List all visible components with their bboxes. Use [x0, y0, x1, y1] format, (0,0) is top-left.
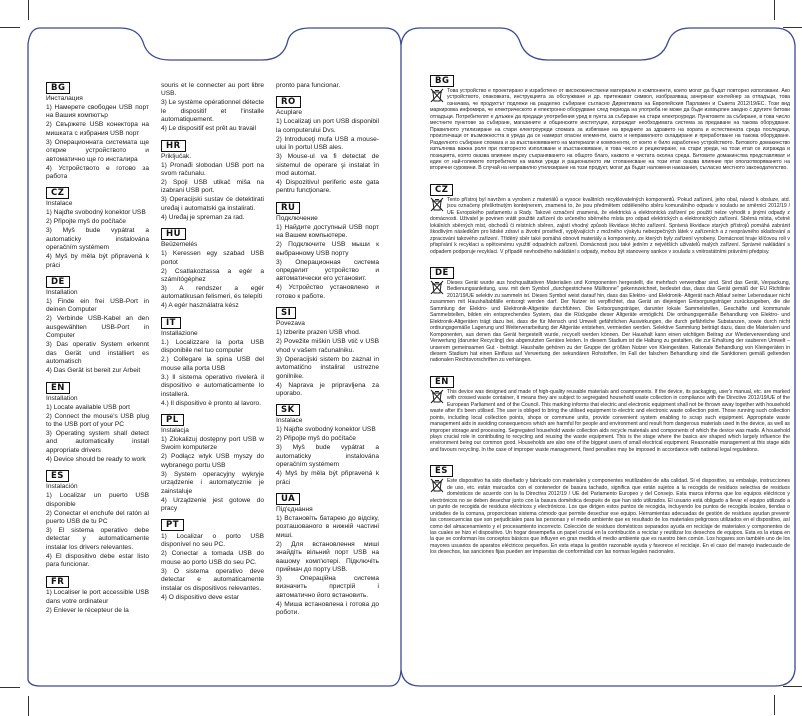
- language-badge-cz: CZ: [46, 187, 69, 199]
- language-badge-es: ES: [46, 470, 69, 482]
- step-text: 4) Myš by měla být připravená k práci: [46, 253, 149, 269]
- disposal-section-de: [430, 261, 790, 364]
- step-text: 4) Устройството е готово за работа: [46, 164, 149, 181]
- language-badge-it: IT: [161, 317, 181, 329]
- step-text: 2) Csatlakoztassa a egér a számítógéphez: [161, 267, 264, 284]
- section-heading: Beüzemelés: [161, 241, 198, 249]
- crossed-bin-icon: [430, 280, 444, 295]
- language-badge-fr: FR: [46, 576, 69, 588]
- step-text: 2) Připojte myš do počítače: [46, 218, 126, 226]
- step-text: 2.) Collegare la spina USB del mouse alla porta USB: [161, 356, 264, 372]
- crop-mark-top-left-vertical: [28, 0, 29, 20]
- step-text: 1) Izberite prazen USB vhod.: [276, 329, 361, 337]
- step-text: 3) Operacijski sustav će detektirati uređaj i automatski ga instalirati.: [161, 196, 264, 212]
- crop-mark-top-right-vertical: [774, 0, 775, 20]
- step-text: 2) Introduceţi mufa USB a mouse-ului în portul USB ales.: [276, 135, 379, 152]
- step-text: 3) Операционната системата ще открие устройството и автоматично ще го инсталира: [46, 138, 149, 163]
- section-en: [46, 376, 149, 465]
- step-text: 4) Urządzenie jest gotowe do pracy: [161, 496, 264, 512]
- step-text: 1) Найдите доступный USB порт на Вашем компьютере.: [276, 223, 379, 240]
- step-text: 2) Подключите USB мыши к выбранному USB порту: [276, 241, 379, 257]
- crop-mark-bottom-left-vertical: [28, 696, 29, 716]
- section-sk: [276, 398, 379, 487]
- step-text: 2) Podłącz wtyk USB myszy do wybranego portu USB: [161, 453, 264, 469]
- disposal-text: Tento přístroj byl navržen a vyroben z materiálů a vysoce kvalitních recyklovatelných komponentů. Pokud zařízení, jeho obal, návod k obsluze, atd. jsou označeny přeškrtnutým kontejnerem, znamená to, že jsou předmětem odděleného sběru komunálního odpadu v souladu se směrnicí 2012/19 / UE Evropského parlamentu a Rady. Takové označení znamená, že elektrická a elektronická zařízení po použití nelze vyhodit s jinými odpady z domácnosti. Uživatel je povinen vrátit použité zařízení do určeného sběrného místa pro odpad elektrických a elektronických zařízení. Sběrná místa, včetně lokálních sběrných míst, obchodů či místních sběren, zajistí vhodný způsob likvidace těchto zařízení. Správná likvidace starých přístrojů pomáhá zabránit škodlivým následkům pro lidské zdraví a životní prostředí, vyplývajících z možného výskytu nebezpečných látek v zařízeních a z nesprávného skladování a zpracování takového zařízení. Tříděný sběr také pomáhá obnovit materiály a komponenty, ze kterých byly zařízení vyrobeny. Domácnost hraje klíčovou roli v přispívání k recyklaci a opětovnému využití odpadních zařízení. Domácnosti jsou také jedním z největších uživatelů malých zařízení. Správné nakládání s odpadem podporuje recyklaci. V případě nevhodného nakládání s odpady, mohou být stanoveny sankce v souladu s vnitrostátními právními předpisy.: [430, 196, 790, 255]
- section-bg: [46, 82, 149, 181]
- language-badge-de: DE: [46, 276, 70, 288]
- step-text: 4) A egér használatra kész: [161, 302, 239, 310]
- step-text: pronto para funcionar.: [276, 82, 341, 89]
- step-text: 2) Povežite miškin USB vtič v USB vhod v vašem računalniku.: [276, 338, 379, 354]
- step-text: 3) Mouse-ul va fi detectat de sistemul de operare şi instalat în mod automat.: [276, 153, 379, 178]
- language-badge-ru: RU: [276, 202, 300, 214]
- step-text: 1) Localiser le port accessible USB dans votre ordinateur: [46, 589, 149, 605]
- section-pt: [161, 513, 264, 602]
- instructions-column-3: [276, 82, 379, 618]
- disposal-section-bg: [430, 70, 790, 172]
- disposal-text: Това устройство е проектирано и изработено от висококачествени материали и компоненти, които могат да бъдат повторно използвани. Ако устройството, опаковката, инструкцията за обслужване и др. притежават символ, изобразяващ зачеркнат контейнер за отпадъци, това означава, че продуктът подлежи на разделно събиране съгласно Директивата на Европейския Парламен и Съвета 2012/19/ЕС. Този вид маркировка инфомира, че електрическото и електронно оборудване след периода на употреба не може да бъде изхвърлен заедно с другите битови отпадъци. Потребителят е длъжен да предади употребения уред в пунтa за събиране на стари електроуреди. Пунктовете за събиране, в това число местните пунктове за събиране, магазините и общинските институции, изграждат необходимата система за предаване на такова оборудване. Правилното утилизиране на стари електроуреди спомага за избягване на вредните за здравето на хората и естествената среда последици, произтичащи от възможността в уреда да се намират опасни елементи, както и неправилното складиране и преработване на такова оборудване. Разделното събиране спомага и за възстановяването на материали и компоненти, от които е било изработено устройството. Битовото домакинство изпълнява важна роля при повторното използване и възстановяване, в това число и рециклиране, на стари уреди, на този етап се изгражда и позицията, която оказва влияние върху съхраняването на общото благо, каквото е чистата околна среда. Битовите домакинства представляват и един от най-големите потребители на малки уреди и рационалното им стопанисване на този етап оказва влияние при оползотворяването на вторични суровини. В случай на неправилно утилизиране на този продукт, могат да бъдат наложени наказания, съгласно местното законодателство.: [430, 88, 790, 172]
- step-text: 2) Conectar el enchufe del ratón al puerto USB de tu PC: [46, 509, 149, 525]
- step-text: 3) A rendszer a egér automatikusan felismeri, és telepíti: [161, 285, 264, 301]
- section-heading: Instalace: [276, 417, 303, 425]
- step-text: 1) Zlokalizuj dostępny port USB w Swoim komputerze: [161, 435, 264, 452]
- step-text: 2) Spoji USB utikač miša na izabrani USB port.: [161, 179, 264, 195]
- step-text: 3) Myš bude vypátrat a automaticky instalována operačním systémem: [276, 444, 379, 469]
- section-heading: Подключение: [276, 214, 318, 222]
- crop-mark-bottom-right-horizontal: [783, 686, 802, 687]
- section-pl: [161, 408, 264, 513]
- section-heading: Instalacja: [161, 426, 189, 434]
- disposal-text: Dieses Gerät wurde aus hochqualitativen Materialien und Komponenten hergestellt, die mehrfach verwendbar sind. Sind das Gerät, Verpackung, Bedienungsanleitung, usw. mit dem Symbol „durchgestrichene Mülltonne" gekennzeichnet, bedeutet das, dass das Gerät gemäß der EU Richtlinie 2012/19/UE selektiv zu sammeln ist. Dieses Symbol weist darauf hin, dass das Elektro- und Elektronik- Altgerät nach Ablauf seiner Lebensdauer nicht zusammen mit Haushaltabfälle entsorgt werden darf. Der Nutzer ist verpflichtet, das Gerät an diejenigen Entsorgungsträger zurückzugeben, die die Sammlung der Elektro- und Elektronik-Altgeräte durchführen. Die Entsorgungsträger, darunter lokale Sammelstellen, Geschäfte und kommunale Sammelstellen, bilden ein entsprechendes System, das die Rückgabe dieser Altgeräte ermöglicht. Die ordnungsgemäße Behandlung von Elektro- und Elektronik-Altgeräten trägt dazu bei, dass die für Mensch und Umwelt gefährlichen Auswirkungen, die durch gefährliche Substanzen, sowie durch nicht ordnungsgemäße Lagerung und Weiterverarbeitung der Altgeräte entstehen, vermieden werden. Selektive Sammlung beiträgt dazu, dass die Materialen und Komponenten, aus denen das Gerät hergestellt wurde, recycelt werden können. Der Haushalt kann einen wichtigen Beitrag zur Wiederverwendung und Verwertung (darunter Recycling) des abgenutzten Gerätes leisten. In diesem Stadium ist die Haltung zu gestalten, die zur Erhaltung der sauberen Umwelt – unserem gemeinsamen Gut - beiträgt. Haushalte gehören zu der Gruppe der größten Nutzer von Kleingeräten. Rationale Behandlung von Kleingeräten in diesem Stadium hat einen Einfluss auf Verwertung der sekundären Rohstoffen. Im Fall der falschen Behandlung sind die Sanktionen gemäß geltenden nationalen Rechtsvorschriften zu verhängen.: [430, 279, 790, 364]
- step-text: 3.) Il sistema operativo rivelerà il dispositivo e automaticamente lo installerà.: [161, 373, 264, 398]
- section-ru: [276, 196, 379, 301]
- section-heading: Під'єднання: [276, 505, 313, 513]
- section-hu: [161, 222, 264, 311]
- step-text: 2) Enlever le récepteur de la: [46, 606, 129, 614]
- step-text: 3) Das operativ System erkennt das Gerät und installiert es automatisch: [46, 341, 149, 366]
- step-text: 1) Встановіть батарею до відсіку, розташованого в нижній частині миші.: [276, 514, 379, 539]
- crossed-bin-icon: [430, 88, 444, 103]
- step-text: 2) Conectar a tomada USB do mouse ao porto USB do seu PC.: [161, 550, 264, 566]
- step-text: 4) Uređaj je spreman za rad.: [161, 213, 245, 221]
- language-badge-bg: BG: [46, 82, 70, 94]
- language-badge-pt: PT: [161, 519, 184, 531]
- step-text: 3) O sistema operativo deve detectar e automaticamente instalar os dispositivos relevantes.: [161, 567, 264, 592]
- crossed-bin-icon: [430, 389, 444, 404]
- language-badge-es: ES: [430, 465, 453, 477]
- section-ua: [276, 487, 379, 618]
- section-cz: [46, 181, 149, 270]
- step-text: 1) Najďte svobodný konektor USB: [46, 209, 146, 217]
- step-text: 1) Localizar un puerto USB disponible: [46, 492, 149, 508]
- section-de: [46, 270, 149, 375]
- step-text: 2) Connect the mouse's USB plug to the USB port of your PC: [46, 412, 149, 428]
- step-text: 3) Le système opérationnel détecte le dispositif et l'installe automatiquement.: [161, 99, 264, 124]
- step-text: 1) Намерете свободен USB порт на Вашия компютър: [46, 104, 149, 120]
- language-badge-en: EN: [430, 376, 454, 388]
- step-text: 4) Device should be ready to work: [46, 455, 146, 463]
- section-heading: Acuplare: [276, 109, 303, 117]
- step-text: 1) Locate available USB port: [46, 403, 130, 411]
- section-heading: Instalace: [46, 200, 73, 208]
- section-pt-continued: [276, 82, 379, 90]
- step-text: souris et le connecter au port libre USB.: [161, 82, 264, 98]
- step-text: 4) El dispositivo debe estar listo para funcionar.: [46, 552, 149, 569]
- section-it: [161, 311, 264, 408]
- step-text: 2) Свържете USB конектора на мишката с избрания USB порт: [46, 121, 149, 137]
- disposal-section-es: [430, 459, 790, 555]
- crop-mark-top-right-horizontal: [783, 27, 802, 28]
- crop-mark-top-left-horizontal: [0, 27, 20, 28]
- language-badge-pl: PL: [161, 414, 184, 426]
- installation-panel: [28, 60, 403, 660]
- language-badge-hu: HU: [161, 228, 186, 240]
- section-si: [276, 301, 379, 398]
- disposal-text: Este dispositivo ha sido diseñado y fabricado con materiales y componentes reutilizables de alta calidad. Si el dispositivo, su embalaje, instrucciones de uso, etc. están marcados con el contenedor de basura tachado, significa que están sujetos a la recogida de residuos selectiva de residuos domésticos de acuerdo con la la Directiva 2012/19 / UE del Parlamento Europeo y del Consejo. Esta marca informa que los equipos eléctricos y electrónicos no se deben desechar junto con la basura doméstica después de que han sido utilizados. El usuario está obligado a llevar el equipo utilizado a un punto de recogida de residuos eléctricos y electrónicos. Los que dirigen estos puntos de recogida, incluyendo los puntos de recogida locales, tiendas o unidades de la comuna, proporcionan sistema cómodo que permite desechar ese equipo. Herramientas adecuadas de gestión de residuos ayudan prevenir las consecuencias que son perjudiciales para las personas y el medio ambiente que es resultado de los materiales peligrosos utilizados en el dispositivo, así como del almacenamiento y el procesamiento incorrecto. Colección de residuos domésticos separados ayuda en reciclaje de materiales y componentes de las cuales se hizo el dispositivo. Un hogar desempeña un papel crucial en la contribución a reciclar y reutilizar los desechos de equipos. Esta es la etapa en la que se conforman los conceptos básicos que influyen en gran medida el medio ambiente que es nuestro bien común. Los hogares son también uno de los mayores usuarios de aparatos eléctricos pequeños. En esta etapa la gestión razonable ayuda y favorece el reciclaje. En el caso del manejo inadecuado de los desechos, las sanciones fijas pueden ser impuestas de conformidad con las normas legales nacionales.: [430, 478, 790, 556]
- step-text: 4) Das Gerät ist bereit zur Arbeit: [46, 367, 141, 375]
- step-text: 3) Myš bude vypátrat a automaticky instalována operačním systémem: [46, 227, 149, 252]
- step-text: 2) Verbinde USB-Kabel an den ausgewählten USB-Port in Computer: [46, 315, 149, 340]
- step-text: 2) Připojte myš do počítače: [276, 435, 356, 443]
- language-badge-en: EN: [46, 382, 70, 394]
- step-text: 3) System operacyjny wykryje urządzenie i automatycznie je zainstaluje: [161, 470, 264, 495]
- step-text: 4) Myš by měla být připravená k práci: [276, 470, 379, 486]
- language-badge-ua: UA: [276, 493, 300, 505]
- section-hr: [161, 134, 264, 223]
- step-text: 4) Naprava je pripravljena za uporabo.: [276, 381, 379, 397]
- step-text: 1) Keressen egy szabad USB portot: [161, 250, 264, 266]
- section-heading: Povezava: [276, 320, 305, 328]
- section-heading: Instalación: [46, 483, 78, 491]
- language-badge-sk: SK: [276, 404, 300, 416]
- step-text: 3) Операційна система визначить пристрій і автоматично його встановить.: [276, 574, 379, 599]
- section-heading: Installazione: [161, 329, 198, 337]
- disposal-text: This device was designed and made of high-quality reusable materials and coamponents. If the device, its packaging, user's manual, etc. are marked with crossed waste container, it means they are subject to segregated household waste collection in compliance with the Directive 2012/19/UE of the European Parliament and of the Council. This marking informs that electric and electronic equipment shall not be thrown away together with household waste after it's been utilised. The user is obliged to bring the utilised equipment to electric and electronic waste collection point. Those running such collection points, including local collection points, shops or commune units, provide convenient system enabling to scrap such equipment. Appropriate waste management aids in avoiding consequences which are harmful for people and environment and result from dangerous materials used in the device, as well as improper storage and processing. Segregated household waste collection aids recycle materials and components of which the device was made. A household plays crucial role in contributing to recycling and reusing the waste equipment. This is the stage where the basics are shaped which largely influence the environment being our common good. Households are also one of the biggest users of small electrical equipment. Reasonable management at this stage aids and favours recycling. In the case of improper waste management, fixed penalties may be imposed in accordance with national legal regulations.: [430, 388, 790, 453]
- step-text: 1) Pronađi slobodan USB port na svom računalu.: [161, 161, 264, 178]
- section-heading: Installation: [46, 394, 78, 402]
- crop-mark-bottom-right-vertical: [774, 695, 775, 715]
- step-text: 4) Миша встановлена і готова до роботи.: [276, 600, 379, 617]
- language-badge-ro: RO: [276, 96, 301, 108]
- disposal-section-en: [430, 370, 790, 454]
- step-text: 4) Устройство установлено и готово к работе.: [276, 284, 379, 300]
- step-text: 3) Operating system shall detect and automatically install appropriate drivers: [46, 429, 149, 454]
- section-fr-continued: [161, 82, 264, 134]
- step-text: 1) Localizaţi un port USB disponibil la computerului Dvs.: [276, 118, 379, 134]
- section-heading: Инсталация: [46, 95, 83, 102]
- language-badge-si: SI: [276, 307, 296, 319]
- section-es: [46, 464, 149, 569]
- step-text: 1) Localizar o porto USB disponível no seu PC.: [161, 532, 264, 549]
- section-fr: [46, 570, 149, 615]
- step-text: 4) O dispositivo deve estar: [161, 593, 240, 601]
- step-text: 1.) Localizzare la porta USB disponibile nel tuo computer: [161, 338, 264, 355]
- step-text: 4) Le dispositif est prêt au travail: [161, 125, 256, 133]
- crossed-bin-icon: [430, 197, 444, 212]
- crop-mark-bottom-left-horizontal: [0, 687, 20, 688]
- language-badge-hr: HR: [161, 140, 186, 152]
- step-text: 3) El sistema operativo debe detectar y automaticamente instalar los drivers relevantes.: [46, 526, 149, 551]
- step-text: 2) Для встановлення миші знайдіть вільний порт USB на вашому комп'ютері. Підключіть приймач до порту USB.: [276, 540, 379, 573]
- disposal-section-cz: [430, 178, 790, 255]
- step-text: 3) Operacijski sistem bo zaznal in avtomatično instaliral ustrezne gonilnike.: [276, 355, 379, 380]
- step-text: 1) Najďte svobodný konektor USB: [276, 426, 376, 434]
- step-text: 4) Dispozitivul periferic este gata pentru funcţionare.: [276, 179, 379, 195]
- instructions-column-1: [46, 82, 149, 615]
- language-badge-cz: CZ: [430, 184, 453, 196]
- step-text: 1) Finde ein frei USB-Port in deinen Computer: [46, 298, 149, 314]
- section-ro: [276, 90, 379, 195]
- language-badge-de: DE: [430, 267, 454, 279]
- section-heading: Priključak.: [161, 152, 192, 160]
- section-heading: Installation: [46, 289, 78, 297]
- crossed-bin-icon: [430, 478, 444, 493]
- step-text: 4.) Il dispositivo è pronto al lavoro.: [161, 399, 262, 407]
- step-text: 3) Операционная система определит устройство и автоматически его установит.: [276, 258, 379, 283]
- language-badge-bg: BG: [430, 75, 454, 87]
- disposal-notice-panel: [430, 70, 790, 650]
- instructions-column-2: [161, 82, 264, 602]
